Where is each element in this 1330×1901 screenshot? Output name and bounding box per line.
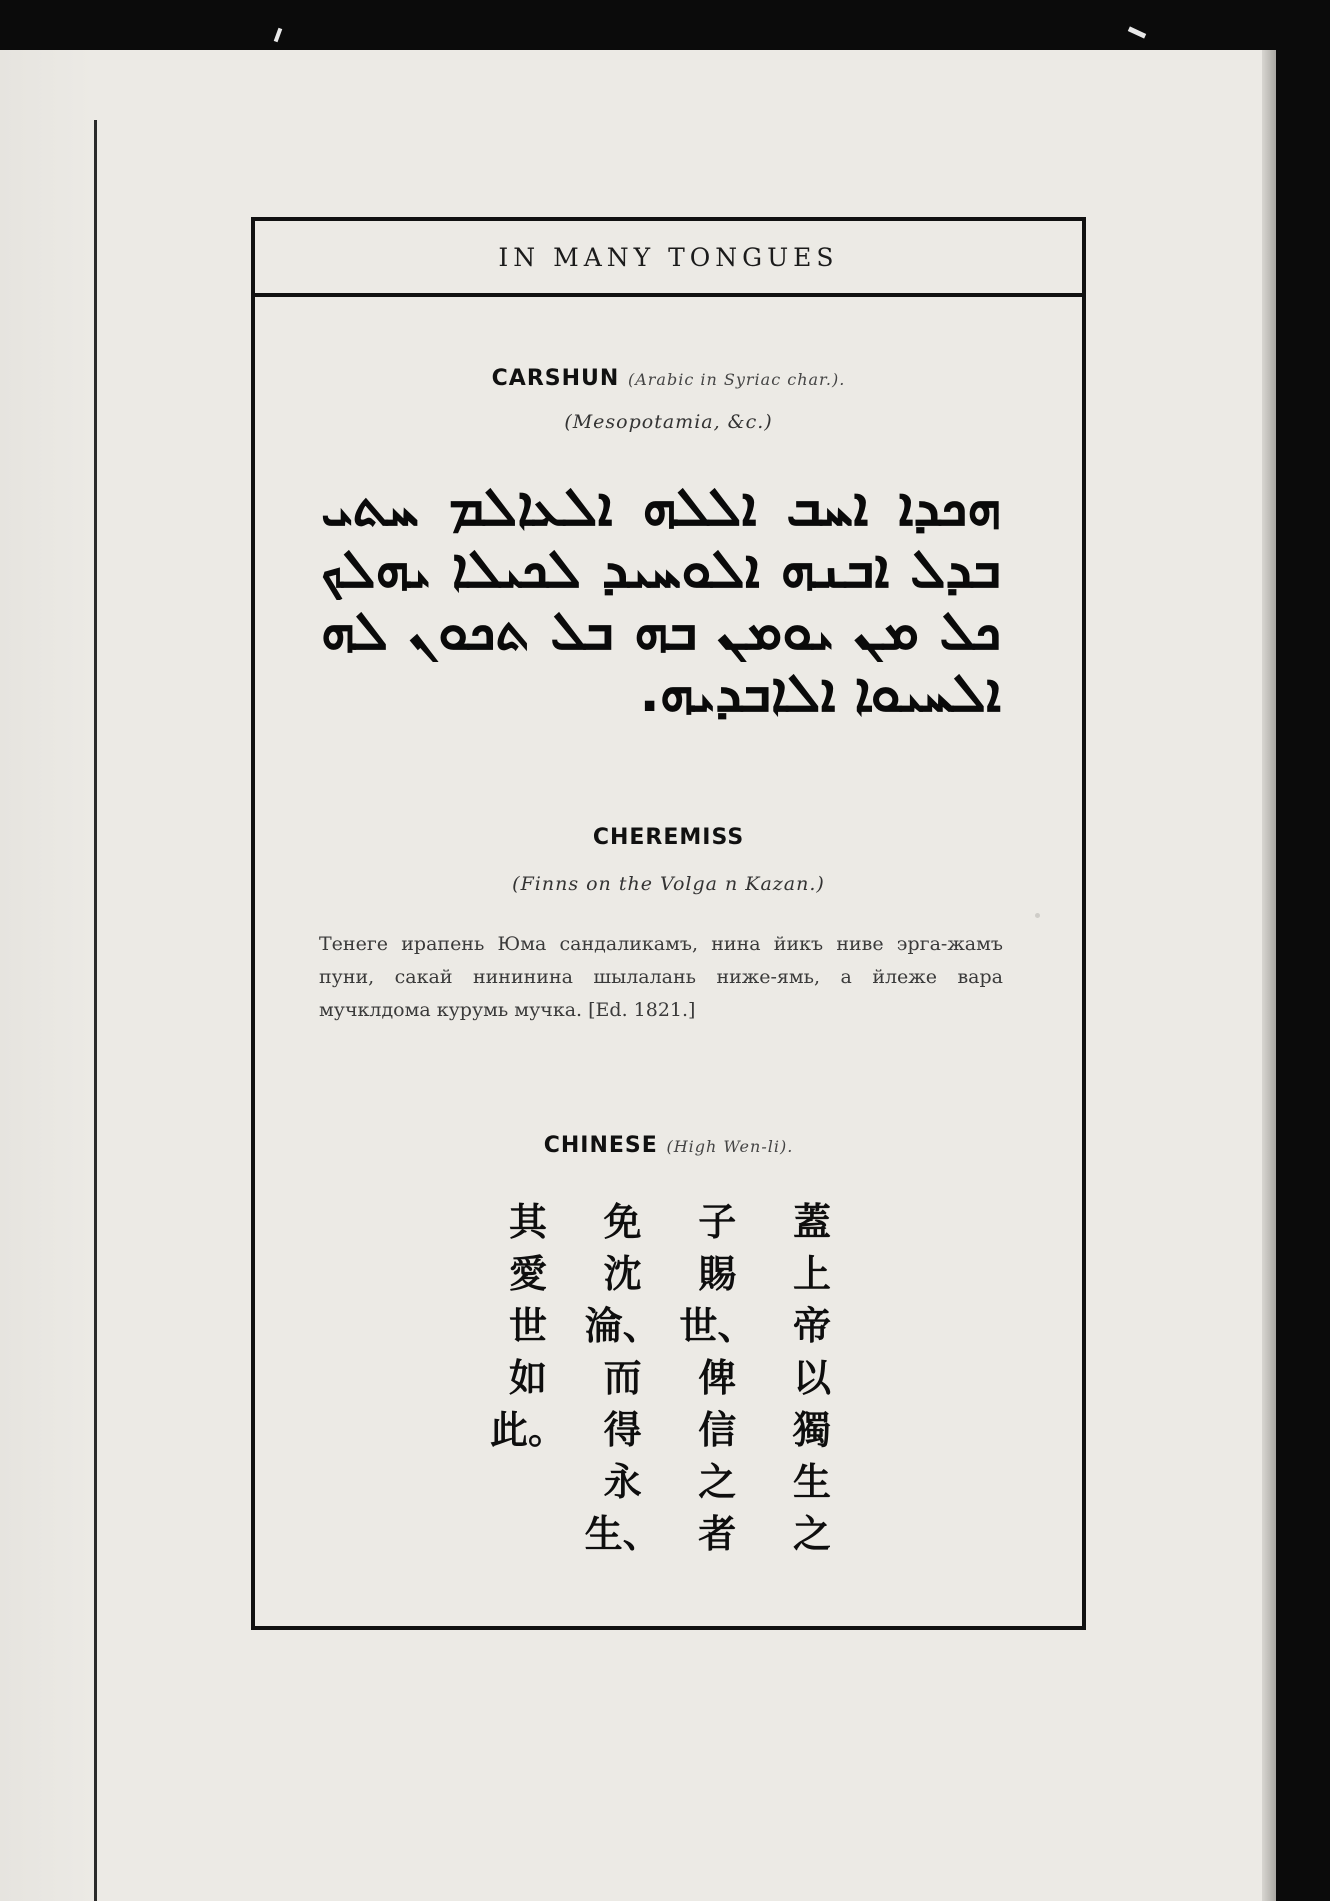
chinese-char: 免 — [603, 1200, 642, 1244]
chinese-char: 世 — [508, 1304, 547, 1348]
chinese-char: 上 — [792, 1252, 831, 1296]
chinese-char: 蓋 — [792, 1200, 831, 1244]
carshun-line: ܗܟܕܐ ܐܚܒ ܐܠܠܗ ܐܠܥܐܠܡ ܚܬܝ — [321, 476, 1001, 538]
chinese-char: 獨 — [792, 1408, 831, 1452]
chinese-char: 沈 — [603, 1252, 642, 1296]
carshun-text — [321, 476, 1001, 724]
cheremiss-subtitle: (Finns on the Volga n Kazan.) — [512, 873, 825, 895]
chinese-char: 子 — [698, 1200, 737, 1244]
carshun-line: ܟܠ ܡܢ ܝܘܡܢ ܒܗ ܒܠ ܬܟܘܢ ܠܗ — [321, 600, 1001, 662]
carshun-title: CARSHUN — [491, 366, 620, 391]
chinese-char: 得 — [603, 1408, 642, 1452]
chinese-char: 之 — [792, 1512, 831, 1556]
carshun-line: ܐܠܚܝܘܐ ܐܠܐܒܕܝܗ. — [639, 662, 1001, 724]
chinese-char: 生、 — [584, 1512, 661, 1556]
text-frame — [251, 217, 1086, 1630]
chinese-note: (High Wen-li). — [666, 1137, 794, 1156]
chinese-char: 以 — [792, 1356, 831, 1400]
chinese-char: 永 — [603, 1460, 642, 1504]
chinese-char: 帝 — [792, 1304, 831, 1348]
scan-artifact — [1128, 26, 1146, 38]
chinese-column — [679, 1196, 756, 1561]
chinese-heading — [255, 1133, 1082, 1158]
binding-gutter-line — [94, 120, 97, 1901]
carshun-heading — [255, 366, 1082, 391]
chinese-text — [490, 1196, 840, 1561]
chinese-char: 俾 — [698, 1356, 737, 1400]
chinese-char: 如 — [508, 1356, 547, 1400]
page-title: IN MANY TONGUES — [498, 242, 839, 272]
chinese-column — [490, 1196, 567, 1561]
cheremiss-paragraph: Тенеге ирапень Юма сандаликамъ, нина йикъ ниве эрга-жамъ пуни, сакай нининина шылалань ниже-ямь, а йлеже вара мучклдома курумь мучка. — [319, 933, 1003, 1021]
chinese-char: 生 — [792, 1460, 831, 1504]
chinese-char: 賜 — [698, 1252, 737, 1296]
chinese-char: 此。 — [490, 1408, 567, 1452]
cheremiss-title: CHEREMISS — [592, 825, 745, 850]
chinese-char: 信 — [698, 1408, 737, 1452]
scan-artifact — [274, 28, 283, 43]
carshun-note: (Arabic in Syriac char.). — [627, 370, 846, 389]
chinese-char: 愛 — [508, 1252, 547, 1296]
chinese-column — [584, 1196, 661, 1561]
chinese-column — [784, 1196, 840, 1561]
cheremiss-text — [319, 928, 1003, 1027]
chinese-char: 者 — [698, 1512, 737, 1556]
chinese-char: 其 — [508, 1200, 547, 1244]
page-edge-shadow — [1262, 50, 1276, 1901]
page-gutter-shade — [0, 50, 94, 1901]
carshun-line: ܒܕܠ ܐܒܢܗ ܐܠܘܚܝܕ ܠܟܝܠܐ ܝܗܠܟ — [321, 538, 1001, 600]
chinese-char: 淪、 — [584, 1304, 661, 1348]
frame-header — [255, 221, 1082, 297]
chinese-char: 之 — [698, 1460, 737, 1504]
carshun-subtitle: (Mesopotamia, &c.) — [564, 411, 773, 433]
chinese-char: 而 — [603, 1356, 642, 1400]
chinese-char: 世、 — [679, 1304, 756, 1348]
cheremiss-edition: [Ed. 1821.] — [588, 999, 696, 1021]
chinese-title: CHINESE — [543, 1133, 658, 1158]
